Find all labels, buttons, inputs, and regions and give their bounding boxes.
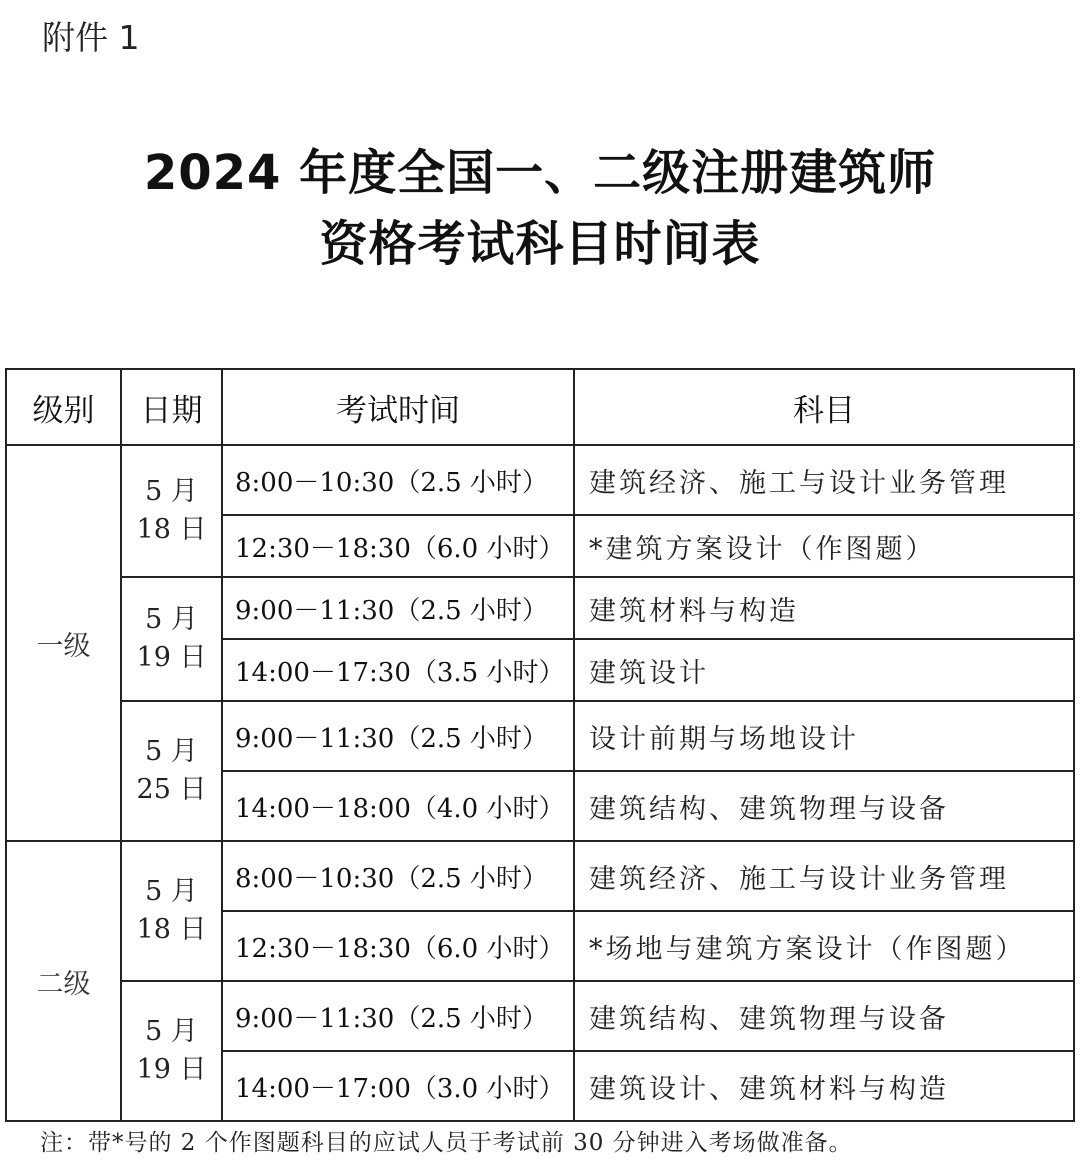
date-month: 5 月	[145, 1016, 198, 1047]
time-cell: 9:00－11:30（2.5 小时）	[222, 981, 574, 1051]
date-month: 5 月	[145, 604, 198, 635]
subject-cell: 设计前期与场地设计	[574, 701, 1074, 771]
time-cell: 14:00－18:00（4.0 小时）	[222, 771, 574, 841]
date-cell	[121, 841, 222, 981]
level-cell: 二级	[6, 841, 121, 1121]
time-cell: 8:00－10:30（2.5 小时）	[222, 841, 574, 911]
subject-cell: *场地与建筑方案设计（作图题）	[574, 911, 1074, 981]
date-day: 19 日	[136, 642, 207, 673]
time-cell: 14:00－17:30（3.5 小时）	[222, 639, 574, 701]
exam-schedule-table	[5, 368, 1075, 1122]
subject-cell: *建筑方案设计（作图题）	[574, 515, 1074, 577]
date-day: 18 日	[136, 514, 207, 545]
document-title-line1: 2024 年度全国一、二级注册建筑师	[143, 145, 937, 201]
date-cell	[121, 701, 222, 841]
date-cell	[121, 981, 222, 1121]
time-cell: 12:30－18:30（6.0 小时）	[222, 515, 574, 577]
table-row	[6, 981, 1074, 1051]
date-day: 25 日	[136, 774, 207, 805]
subject-cell: 建筑结构、建筑物理与设备	[574, 771, 1074, 841]
subject-cell: 建筑设计	[574, 639, 1074, 701]
date-month: 5 月	[145, 876, 198, 907]
table-row	[6, 841, 1074, 911]
document-title-line2: 资格考试科目时间表	[319, 216, 761, 272]
header-date: 日期	[121, 369, 222, 445]
time-cell: 9:00－11:30（2.5 小时）	[222, 577, 574, 639]
header-time: 考试时间	[222, 369, 574, 445]
subject-cell: 建筑设计、建筑材料与构造	[574, 1051, 1074, 1121]
table-header-row	[6, 369, 1074, 445]
date-month: 5 月	[145, 476, 198, 507]
subject-cell: 建筑结构、建筑物理与设备	[574, 981, 1074, 1051]
table-row	[6, 445, 1074, 515]
date-day: 19 日	[136, 1054, 207, 1085]
time-cell: 9:00－11:30（2.5 小时）	[222, 701, 574, 771]
date-day: 18 日	[136, 914, 207, 945]
footnote: 注：带*号的 2 个作图题科目的应试人员于考试前 30 分钟进入考场做准备。	[40, 1130, 853, 1156]
table-row	[6, 577, 1074, 639]
subject-cell: 建筑经济、施工与设计业务管理	[574, 445, 1074, 515]
subject-cell: 建筑材料与构造	[574, 577, 1074, 639]
subject-cell: 建筑经济、施工与设计业务管理	[574, 841, 1074, 911]
time-cell: 12:30－18:30（6.0 小时）	[222, 911, 574, 981]
date-cell	[121, 577, 222, 701]
header-subject: 科目	[574, 369, 1074, 445]
table-row	[6, 701, 1074, 771]
level-cell: 一级	[6, 445, 121, 841]
time-cell: 8:00－10:30（2.5 小时）	[222, 445, 574, 515]
time-cell: 14:00－17:00（3.0 小时）	[222, 1051, 574, 1121]
date-cell	[121, 445, 222, 577]
attachment-label: 附件 1	[42, 18, 140, 57]
date-month: 5 月	[145, 736, 198, 767]
header-level: 级别	[6, 369, 121, 445]
